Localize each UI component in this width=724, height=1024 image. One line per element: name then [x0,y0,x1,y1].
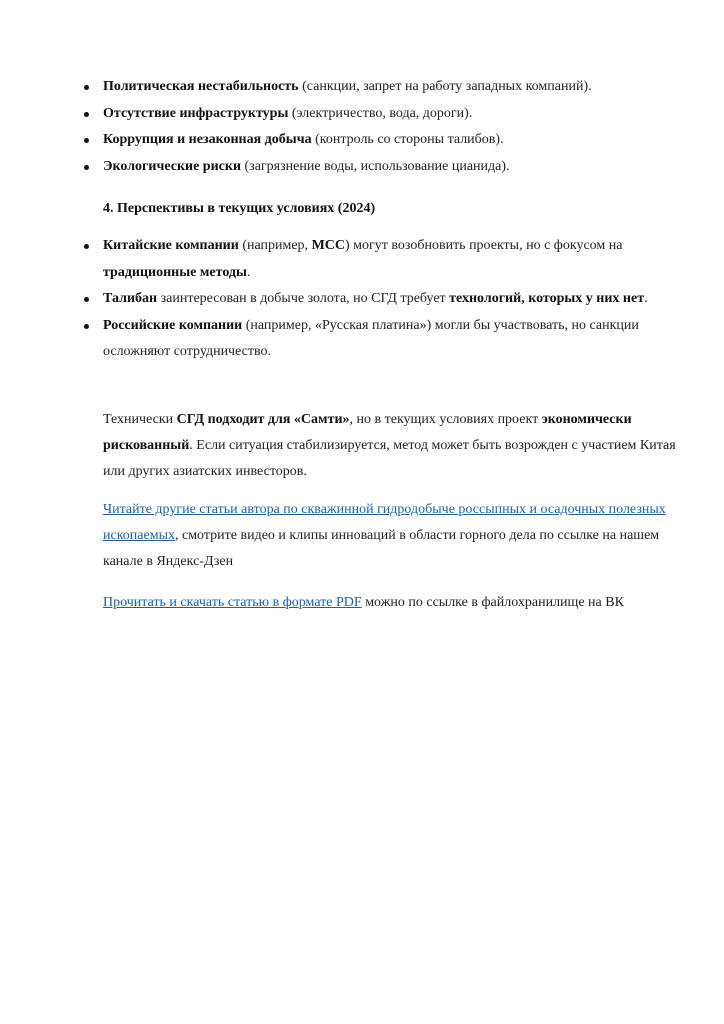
risk-title: Отсутствие инфраструктуры [103,105,289,121]
risk-title: Экологические риски [103,158,242,174]
bullet-icon [84,138,89,143]
section-heading: 4. Перспективы в текущих условиях (2024) [103,201,376,216]
conclusion-paragraph [103,407,676,485]
bullet-icon [84,324,89,329]
prospect-text: . [246,264,251,280]
prospect-item-taliban [0,286,724,313]
conclusion-text: . Если ситуация стабилизируется, метод может быть возрожден с участием Китая или других азиатских инвесторов. [103,438,676,479]
prospect-title: Российские компании [103,317,243,333]
prospect-item-chinese [0,233,724,286]
risk-detail: (электричество, вода, дороги). [288,105,473,121]
risk-item-infrastructure [0,101,724,128]
prospect-text: (например, «Русская платина») могли бы участвовать, но санкции осложняют сотрудничество. [103,317,639,359]
articles-paragraph [103,497,676,575]
pdf-text: можно по ссылке в файлохранилище на ВК [361,595,624,610]
conclusion-text: , но в текущих условиях проект [349,412,542,427]
bullet-icon [84,85,89,90]
pdf-link[interactable]: Прочитать и скачать статью в формате PDF [103,595,362,610]
risk-detail: (санкции, запрет на работу западных компаний). [298,79,592,94]
prospect-text: . [644,291,648,306]
bullet-icon [84,165,89,170]
company-name: MCC [311,238,345,253]
risk-title: Политическая нестабильность [103,79,299,94]
emphasis: СГД подходит для «Самти» [176,412,350,427]
articles-text: , смотрите видео и клипы инноваций в области горного дела по ссылке на нашем канале в Яндекс-Дзен [103,528,660,569]
prospect-title: Талибан [103,291,158,306]
pdf-paragraph [103,590,676,616]
articles-link[interactable]: Читайте другие статьи автора по скважинной гидродобыче россыпных и осадочных полезных ископаемых [103,502,666,543]
prospect-text: (например, [238,238,312,253]
emphasis: технологий, которых у них нет [449,291,645,306]
bullet-icon [84,297,89,302]
risk-item-corruption [0,127,724,154]
conclusion-text: Технически [103,412,177,427]
emphasis: традиционные методы [103,264,247,280]
risks-list [0,74,724,180]
risk-title: Коррупция и незаконная добыча [103,132,312,147]
bullet-icon [84,112,89,117]
prospect-text: заинтересован в добыче золота, но СГД требует [157,291,450,306]
prospect-item-russian [0,313,724,366]
bullet-icon [84,244,89,249]
prospects-list [0,233,724,366]
risk-item-ecology [0,154,724,181]
risk-item-political [0,74,724,101]
risk-detail: (загрязнение воды, использование цианида). [241,158,510,174]
prospect-text: ) могут возобновить проекты, но с фокусом на [345,238,623,253]
emphasis: экономически рискованный [103,412,632,453]
prospect-title: Китайские компании [103,238,239,253]
risk-detail: (контроль со стороны талибов). [311,132,504,147]
